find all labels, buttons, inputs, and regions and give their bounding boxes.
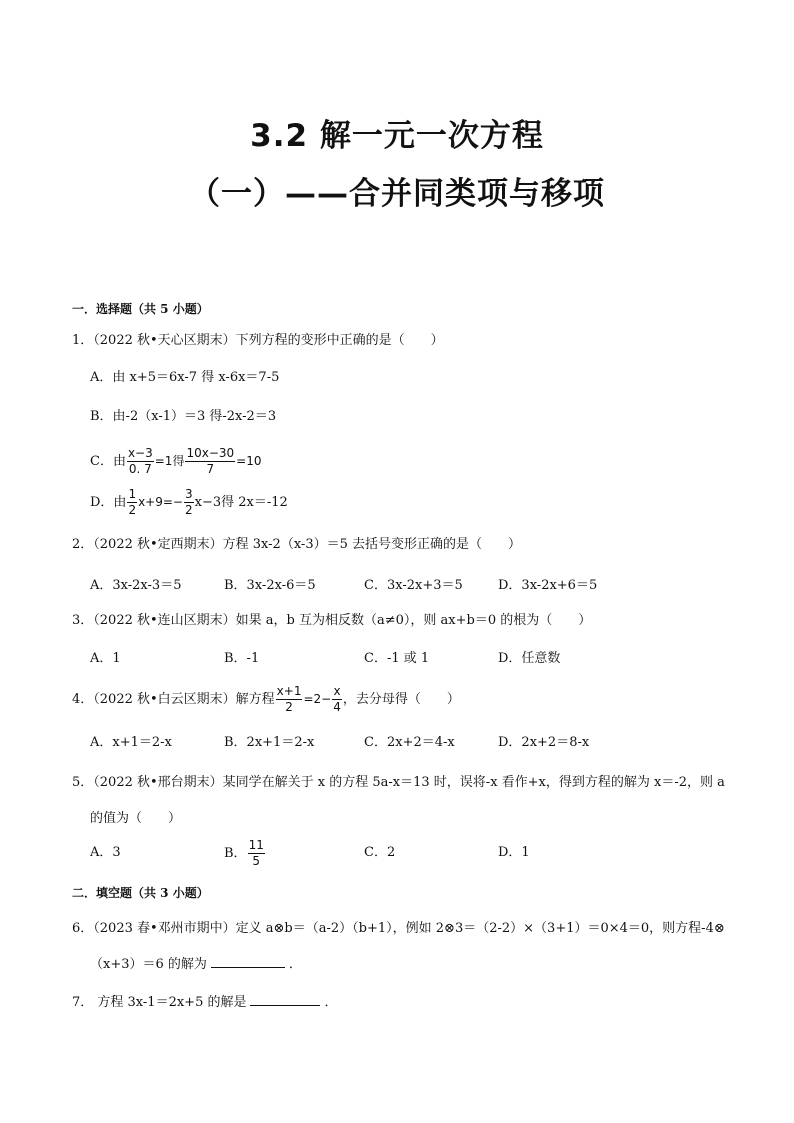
q1-option-a-equation: x+5＝6x-7 得 x-6x＝7-5 bbox=[129, 370, 280, 385]
page-title-line1: 3.2 解一元一次方程 bbox=[250, 118, 544, 154]
q1-option-c-prefix: C．由 bbox=[90, 454, 126, 469]
q4-option-a: A．x+1＝2-x bbox=[90, 735, 172, 750]
section-heading-fill-in: 二．填空题（共 3 小题） bbox=[72, 886, 209, 900]
q5-option-b bbox=[224, 838, 266, 869]
q1-option-c bbox=[90, 446, 261, 477]
q1-option-c-middle: =1得 bbox=[154, 454, 185, 468]
q1-d-fraction-2 bbox=[184, 487, 194, 518]
question-6-stem-line1: 6．（2023 春•邓州市期中）定义 a⊗b＝（a-2）（b+1），例如 2⊗3＝（2-2）×（3+1）＝0×4＝0，则方程-4⊗ bbox=[72, 921, 725, 936]
question-3-stem: 3．（2022 秋•连山区期末）如果 a，b 互为相反数（a≠0），则 ax+b＝0 的根为（ ） bbox=[72, 613, 592, 628]
question-7-stem bbox=[72, 993, 338, 1013]
q4-stem-suffix: ，去分母得（ ） bbox=[342, 692, 460, 707]
fraction-numerator: 11 bbox=[248, 838, 264, 852]
fraction-denominator: 5 bbox=[252, 854, 261, 868]
fraction-denominator: 2 bbox=[285, 700, 293, 714]
q4-stem-prefix: 4．（2022 秋•白云区期末）解方程 bbox=[72, 692, 275, 707]
fraction-denominator: 2 bbox=[184, 503, 193, 517]
q6-line2-text: （x+3）＝6 的解为 bbox=[90, 957, 207, 972]
fraction-numerator: 1 bbox=[128, 487, 137, 501]
q2-option-c: C．3x-2x+3＝5 bbox=[364, 578, 463, 593]
fraction-denominator: 2 bbox=[128, 503, 137, 517]
q4-fraction-1 bbox=[276, 684, 303, 715]
q7-text: 7． 方程 3x-1＝2x+5 的解是 bbox=[72, 995, 247, 1010]
q1-option-a-prefix: A．由 bbox=[90, 370, 130, 385]
q1-c-fraction-1 bbox=[127, 446, 154, 477]
q4-option-c: C．2x+2＝4-x bbox=[364, 735, 455, 750]
question-6-stem-line2 bbox=[90, 955, 302, 975]
q2-option-a: A．3x-2x-3＝5 bbox=[90, 578, 182, 593]
q7-answer-blank[interactable] bbox=[250, 993, 320, 1006]
q3-option-b: B．-1 bbox=[224, 651, 260, 666]
question-1-stem: 1．（2022 秋•天心区期末）下列方程的变形中正确的是（ ） bbox=[72, 333, 444, 348]
q2-option-d: D．3x-2x+6＝5 bbox=[498, 578, 598, 593]
fraction-numerator: x bbox=[333, 684, 341, 698]
q3-option-a: A．1 bbox=[90, 651, 121, 666]
q1-c-fraction-2 bbox=[185, 446, 235, 477]
question-2-stem: 2．（2022 秋•定西期末）方程 3x-2（x-3）＝5 去括号变形正确的是（ ） bbox=[72, 537, 521, 552]
q5-option-b-prefix: B． bbox=[224, 846, 247, 861]
fraction-numerator: x−3 bbox=[127, 446, 153, 460]
section-heading-choice: 一．选择题（共 5 小题） bbox=[72, 302, 209, 316]
q1-option-d bbox=[90, 487, 288, 518]
q5-option-a: A．3 bbox=[90, 845, 121, 860]
page-title-line2: （一）——合并同类项与移项 bbox=[189, 176, 605, 212]
q1-option-a bbox=[90, 368, 279, 388]
fraction-numerator: 3 bbox=[184, 487, 193, 501]
fraction-denominator: 4 bbox=[333, 700, 341, 714]
q4-stem-middle: =2− bbox=[303, 692, 332, 706]
q4-fraction-2 bbox=[332, 684, 342, 715]
fraction-numerator: 10x−30 bbox=[186, 446, 235, 460]
fraction-numerator: x+1 bbox=[276, 684, 302, 698]
question-4-stem bbox=[72, 684, 460, 715]
fraction-denominator: 7 bbox=[206, 462, 215, 476]
q5-b-fraction bbox=[248, 838, 265, 869]
q6-line2-period: ． bbox=[288, 957, 302, 972]
q4-option-d: D．2x+2＝8-x bbox=[498, 735, 590, 750]
q4-option-b: B．2x+1＝2-x bbox=[224, 735, 315, 750]
q3-option-d: D．任意数 bbox=[498, 651, 561, 666]
q5-option-d: D．1 bbox=[498, 845, 530, 860]
question-5-stem-line2: 的值为（ ） bbox=[90, 811, 182, 826]
q1-option-d-middle: x+9=− bbox=[138, 495, 183, 509]
q2-option-b: B．3x-2x-6＝5 bbox=[224, 578, 316, 593]
q1-option-d-suffix: x−3得 2x＝-12 bbox=[194, 495, 288, 510]
q3-option-c: C．-1 或 1 bbox=[364, 651, 430, 666]
q1-option-d-prefix: D．由 bbox=[90, 495, 127, 510]
q5-option-c: C．2 bbox=[364, 845, 396, 860]
q1-option-b: B．由-2（x-1）＝3 得-2x-2＝3 bbox=[90, 409, 277, 424]
q6-answer-blank[interactable] bbox=[211, 955, 285, 968]
q1-d-fraction-1 bbox=[127, 487, 137, 518]
q7-period: ． bbox=[324, 995, 338, 1010]
question-5-stem-line1: 5．（2022 秋•邢台期末）某同学在解关于 x 的方程 5a-x＝13 时，误将-x 看作+x，得到方程的解为 x＝-2，则 a bbox=[72, 775, 725, 790]
q1-option-c-suffix: =10 bbox=[236, 454, 262, 468]
fraction-denominator: 0. 7 bbox=[128, 462, 152, 476]
